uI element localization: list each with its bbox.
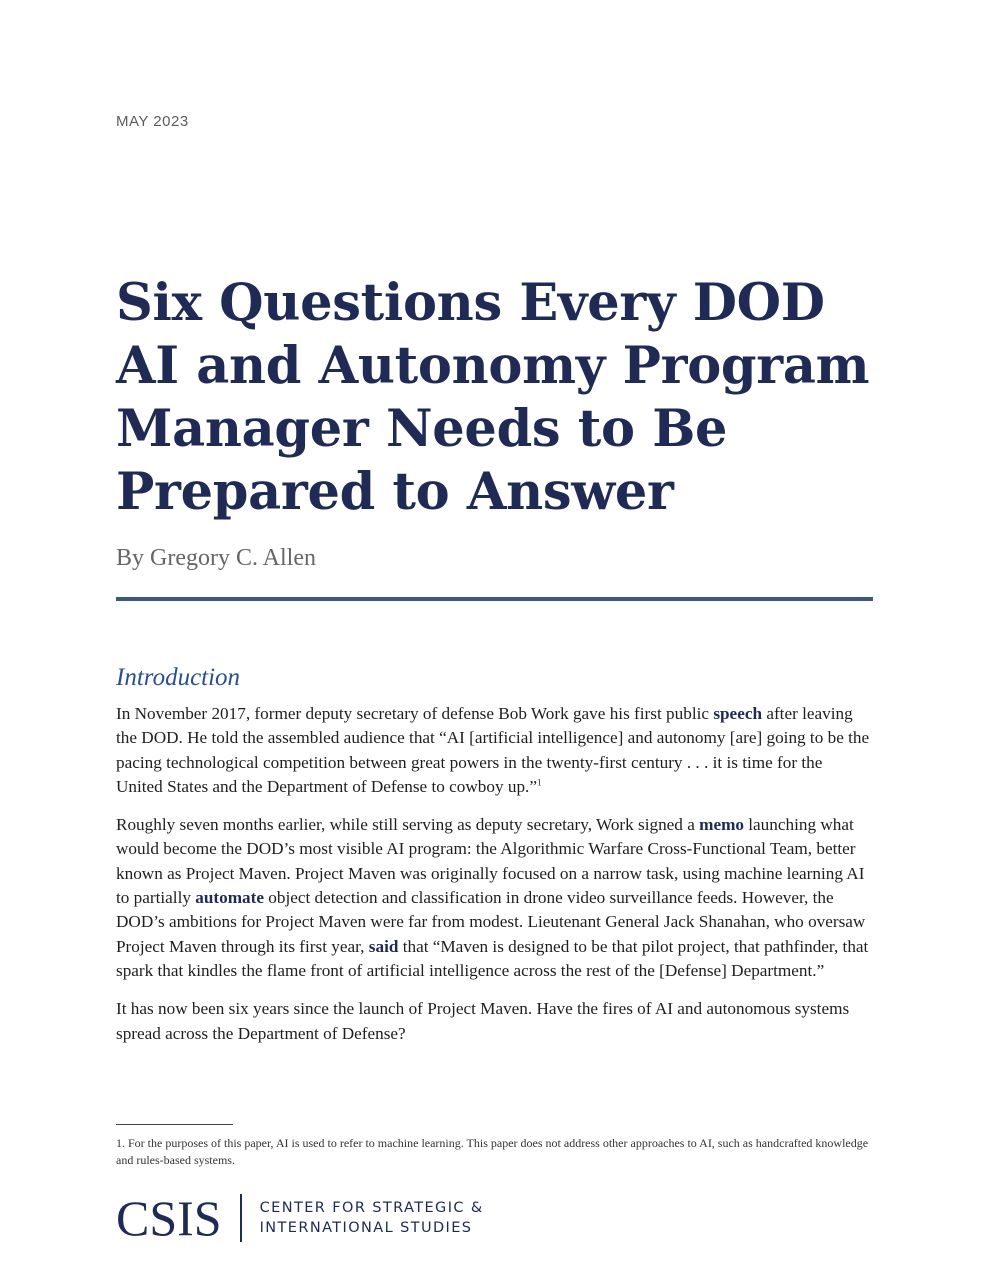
logo-mark: CSIS: [116, 1190, 222, 1246]
logo-divider: [240, 1194, 242, 1242]
page-title: [116, 272, 873, 524]
speech-link[interactable]: speech: [713, 704, 763, 723]
paragraph-2: Roughly seven months earlier, while still serving as deputy secretary, Work signed a memo launching what would become the DOD’s most visible AI program: the Algorithmic Warfare Cross-Functional Team, better known as Project Maven. Project Maven was originally focused on a narrow task, using machine learning AI to partially automate object detection and classification in drone video surveillance feeds. However, the DOD’s ambitions for Project Maven were far from modest. Lieutenant General Jack Shanahan, who oversaw Project Maven through its first year, said that “Maven is designed to be that pilot project, that pathfinder, that spark that kindles the flame front of artificial intelligence across the rest of the [Defense] Department.”: [116, 815, 869, 980]
footnote-divider: [116, 1124, 233, 1125]
logo-text: [260, 1198, 484, 1238]
title-line: AI and Autonomy Program: [116, 336, 870, 396]
body-text: [116, 702, 873, 1060]
footnote-reference[interactable]: 1: [536, 777, 542, 788]
paragraph-3: It has now been six years since the launch of Project Maven. Have the fires of AI and autonomous systems spread across the Department of Defense?: [116, 999, 850, 1043]
memo-link[interactable]: memo: [699, 815, 744, 835]
said-link[interactable]: said: [368, 936, 399, 956]
title-divider: [116, 597, 873, 601]
title-line: Prepared to Answer: [116, 462, 674, 522]
paragraph-1: In November 2017, former deputy secretary of defense Bob Work gave his first public speech after leaving the DOD. He told the assembled audience that “AI [artificial intelligence] and autonomy [are] going to be the pacing technological competition between great powers in the twenty-first century . . . it is time for the United States and the Department of Defense to cowboy up.”$^1$: [116, 704, 870, 796]
publication-date: MAY 2023: [116, 113, 189, 130]
csis-logo: [116, 1192, 484, 1244]
section-heading-introduction: Introduction: [116, 664, 241, 691]
title-line: Manager Needs to Be: [116, 399, 728, 459]
author-byline: By Gregory C. Allen: [116, 545, 316, 571]
logo-text-line: INTERNATIONAL STUDIES: [259, 1220, 473, 1236]
title-line: Six Questions Every DOD: [116, 273, 825, 333]
logo-text-line: CENTER FOR STRATEGIC &: [259, 1200, 484, 1216]
automate-link[interactable]: automate: [195, 888, 264, 908]
footnote-1: 1. For the purposes of this paper, AI is used to refer to machine learning. This paper does not address other approaches to AI, such as handcrafted knowledge and rules-based systems.: [116, 1136, 869, 1167]
